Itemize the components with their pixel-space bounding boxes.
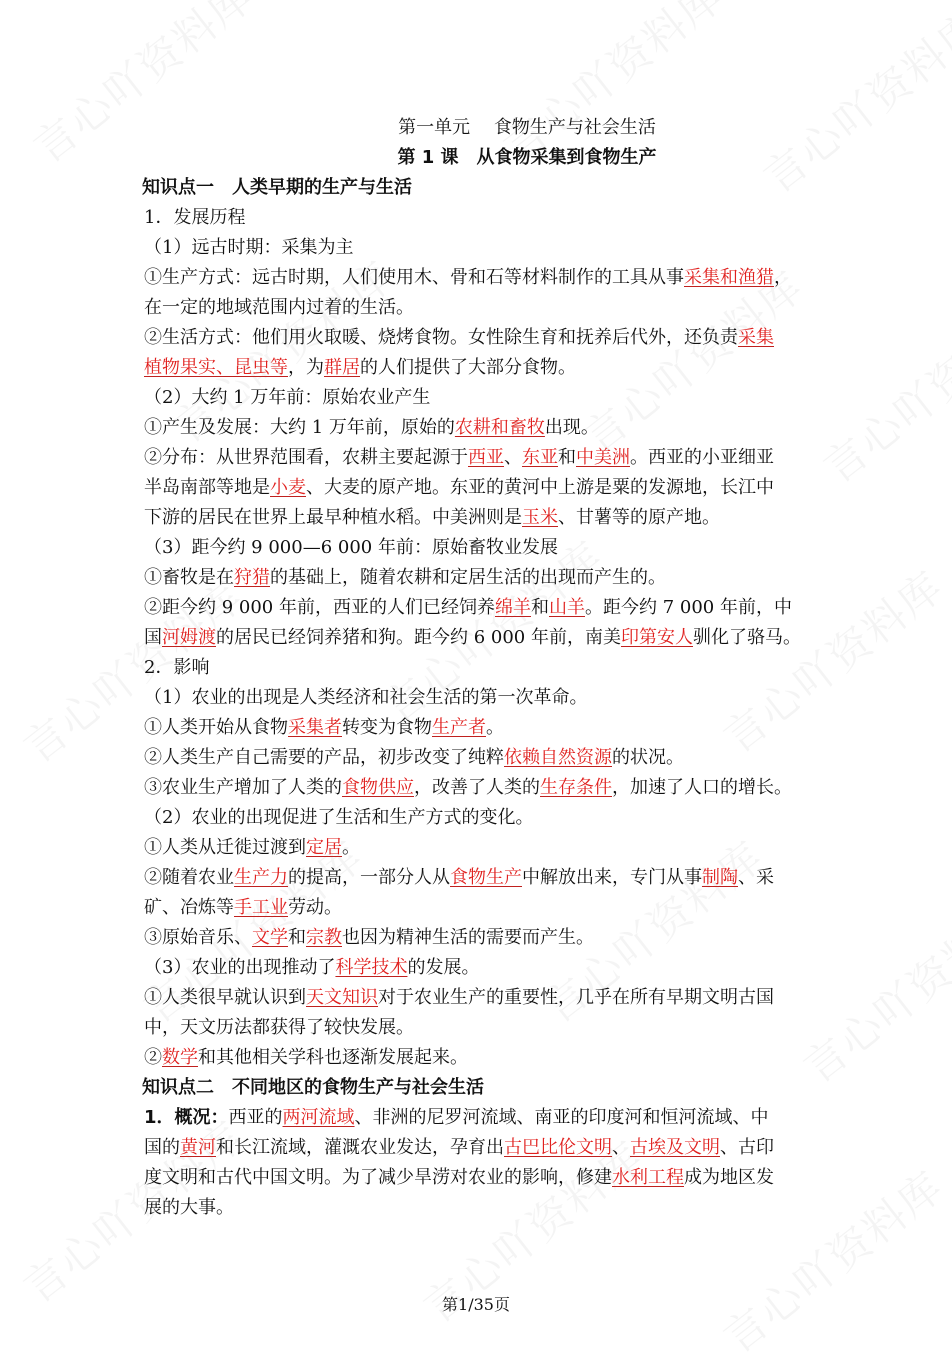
text-line [144,983,810,1013]
highlighted-term: 科学技术 [335,957,408,978]
text-line [144,1043,810,1073]
text-segment: （1）农业的出现是人类经济和社会生活的第一次革命。 [144,687,588,708]
text-line [144,413,810,443]
text-segment: 。距今约 7 000 年前，中 [584,597,792,618]
text-segment: （3）距今约 9 000—6 000 年前：原始畜牧业发展 [144,537,558,558]
highlighted-term: 依赖自然资源 [504,747,612,768]
text-line [144,293,810,323]
text-line [144,203,810,233]
text-segment: 和其他相关学科也逐渐发展起来。 [198,1047,468,1068]
text-line [144,503,810,533]
highlighted-term: 山羊 [548,597,585,618]
text-line [144,713,810,743]
text-segment: 转变为食物 [342,717,432,738]
document-page [144,113,810,1223]
text-line [144,893,810,923]
text-segment: ①生产方式：远古时期，人们使用木、骨和石等材料制作的工具从事 [144,267,684,288]
text-segment: ，为 [288,357,324,378]
text-segment: 、古印 [720,1137,774,1158]
text-segment: 和 [530,597,549,618]
text-line [144,803,810,833]
text-segment: 国 [144,627,162,648]
highlighted-term: 定居 [306,837,342,858]
watermark-text [810,285,952,495]
text-segment: 的人们提供了大部分食物。 [360,357,576,378]
text-segment: ②人类生产自己需要的产品，初步改变了纯粹 [144,747,504,768]
highlighted-term: 生产力 [234,867,288,888]
text-segment: 度文明和古代中国文明。为了减少旱涝对农业的影响，修建 [144,1167,612,1188]
highlighted-term: 农耕和畜牧 [454,417,545,438]
text-segment: 。 [486,717,504,738]
text-segment: 知识点一 人类早期的生产与生活 [142,177,412,198]
text-line [144,623,810,653]
highlighted-term: 狩猎 [234,567,270,588]
watermark-text [790,885,952,1095]
text-segment: 和长江流域，灌溉农业发达，孕育出 [216,1137,504,1158]
highlighted-term: 河姆渡 [162,627,216,648]
text-segment: 在一定的地域范围内过着的生活。 [144,297,414,318]
text-segment: 、非洲的尼罗河流域、南亚的印度河和恒河流域、中 [354,1107,769,1128]
text-segment: （3）农业的出现推动了 [144,957,336,978]
knowledge-point-heading [142,1073,810,1103]
highlighted-term: 宗教 [306,927,342,948]
text-line [144,593,810,623]
text-segment: 中，天文历法都获得了较快发展。 [144,1017,414,1038]
highlighted-term: 印第安人 [620,627,693,648]
highlighted-term: 古埃及文明 [630,1137,720,1158]
text-segment: ②生活方式：他们用火取暖、烧烤食物。女性除生育和抚养后代外，还负责 [144,327,738,348]
highlighted-term: 天文知识 [306,987,378,1008]
text-segment: 国的 [144,1137,180,1158]
text-segment: ①人类开始从食物 [144,717,288,738]
text-segment: ②随着农业 [144,867,234,888]
text-segment: 1．发展历程 [144,207,246,228]
highlighted-term: 制陶 [702,867,738,888]
unit-title: 第一单元 食物生产与社会生活 [398,117,656,138]
highlighted-term: 两河流域 [282,1107,355,1128]
highlighted-term: 古巴比伦文明 [504,1137,612,1158]
highlighted-term: 生产者 [432,717,486,738]
highlighted-term: 中美洲 [576,447,630,468]
text-segment: 的基础上，随着农耕和定居生活的出现而产生的。 [270,567,666,588]
document-body [144,173,810,1223]
text-segment: 、采 [738,867,774,888]
text-segment: 、甘薯等的原产地。 [558,507,720,528]
text-line [144,833,810,863]
text-segment: ①产生及发展：大约 1 万年前，原始的 [144,417,455,438]
text-segment: 半岛南部等地是 [144,477,270,498]
text-line [144,743,810,773]
highlighted-term: 采集和渔猎 [684,267,774,288]
text-line [144,1133,810,1163]
text-segment: 对于农业生产的重要性，几乎在所有早期文明古国 [378,987,774,1008]
text-line [144,653,810,683]
text-segment: 也因为精神生活的需要而产生。 [342,927,594,948]
text-line [144,233,810,263]
highlighted-term: 数学 [162,1047,198,1068]
text-segment: （2）大约 1 万年前：原始农业产生 [144,387,431,408]
highlighted-term: 生存条件 [540,777,612,798]
highlighted-term: 植物果实、昆虫等 [144,357,288,378]
text-segment: 。 [342,837,360,858]
text-segment: ， [774,267,792,288]
lesson-title: 第 1 课 从食物采集到食物生产 [397,147,657,168]
text-segment: 的提高，一部分人从 [288,867,450,888]
text-line [144,263,810,293]
text-segment: 的发展。 [407,957,480,978]
highlighted-term: 绵羊 [494,597,531,618]
highlighted-term: 手工业 [234,897,288,918]
text-line [144,683,810,713]
text-segment: 矿、冶炼等 [144,897,234,918]
highlighted-term: 黄河 [180,1137,216,1158]
text-segment: （1）远古时期：采集为主 [144,237,354,258]
text-segment: ③农业生产增加了人类的 [144,777,342,798]
text-segment: 的状况。 [612,747,684,768]
text-line [144,473,810,503]
text-segment: ③原始音乐、 [144,927,252,948]
text-segment: ② [144,1047,162,1068]
text-line [144,923,810,953]
text-line [144,1013,810,1043]
text-segment: ②分布：从世界范围看，农耕主要起源于 [144,447,468,468]
highlighted-term: 小麦 [270,477,306,498]
text-segment: 驯化了骆马。 [692,627,801,648]
text-line [144,323,810,353]
text-segment: 的居民已经饲养猪和狗。距今约 6 000 年前，南美 [216,627,621,648]
text-segment: 劳动。 [288,897,342,918]
text-segment: ①畜牧是在 [144,567,234,588]
text-segment: ①人类从迁徙过渡到 [144,837,306,858]
highlighted-term: 采集者 [288,717,342,738]
text-segment: 知识点二 不同地区的食物生产与社会生活 [142,1077,484,1098]
text-line [144,773,810,803]
text-segment: ，改善了人类的 [414,777,540,798]
text-line [144,563,810,593]
text-segment: ②距今约 9 000 年前，西亚的人们已经饲养 [144,597,495,618]
text-line [144,383,810,413]
highlighted-term: 玉米 [522,507,558,528]
text-line [144,953,810,983]
text-segment: 下游的居民在世界上最早种植水稻。中美洲则是 [144,507,522,528]
highlighted-term: 群居 [324,357,360,378]
highlighted-term: 食物供应 [342,777,414,798]
text-segment: （2）农业的出现促进了生活和生产方式的变化。 [144,807,534,828]
highlighted-term: 食物生产 [450,867,522,888]
text-segment: 、 [504,447,522,468]
text-segment: 展的大事。 [144,1197,234,1218]
text-line [144,443,810,473]
text-segment: 2．影响 [144,657,210,678]
highlighted-term: 采集 [738,327,774,348]
highlighted-term: 西亚 [468,447,504,468]
text-segment: ①人类很早就认识到 [144,987,306,1008]
knowledge-point-heading [142,173,810,203]
text-segment: 和 [558,447,576,468]
text-segment: 成为地区发 [684,1167,774,1188]
text-line [144,353,810,383]
text-line [144,1193,810,1223]
text-line [144,863,810,893]
text-segment: 1．概况： [144,1107,229,1128]
text-segment: 、大麦的原产地。东亚的黄河中上游是粟的发源地，长江中 [306,477,774,498]
text-segment: 中解放出来，专门从事 [522,867,702,888]
text-segment: 、 [612,1137,630,1158]
highlighted-term: 文学 [252,927,288,948]
text-line [144,533,810,563]
page-number: 第1/35页 [442,1295,510,1314]
highlighted-term: 水利工程 [612,1167,684,1188]
text-segment: ，加速了人口的增长。 [612,777,792,798]
text-segment: 出现。 [544,417,599,438]
text-segment: 。西亚的小亚细亚 [630,447,774,468]
text-segment: 西亚的 [228,1107,283,1128]
highlighted-term: 东亚 [522,447,558,468]
text-line [144,1163,810,1193]
text-segment: 和 [288,927,306,948]
text-line [144,1103,810,1133]
